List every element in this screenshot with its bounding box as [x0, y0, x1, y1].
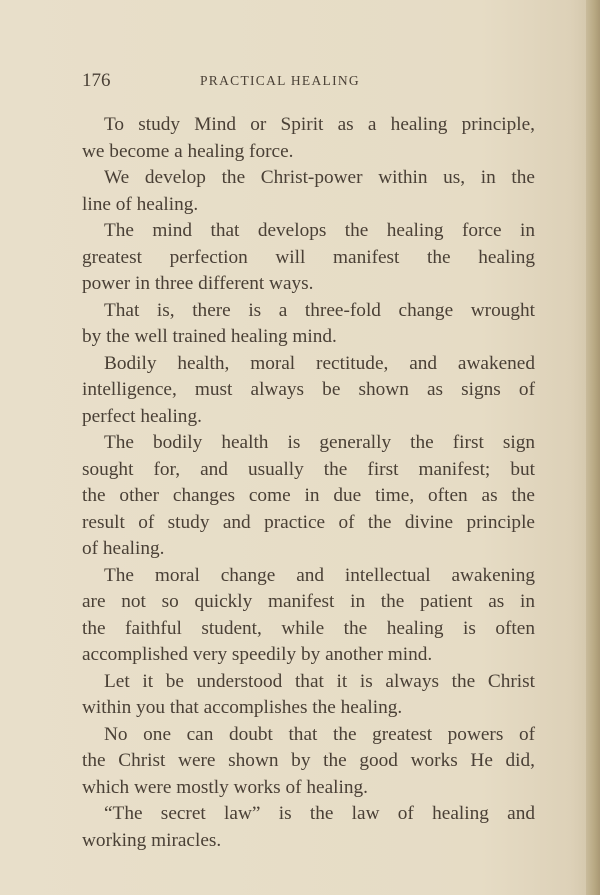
- text-line: the other changes come in due time, often as the: [82, 485, 535, 506]
- page-number: 176: [82, 70, 111, 91]
- paragraph: [82, 112, 535, 165]
- text-line: No one can doubt that the greatest powers of: [104, 723, 535, 745]
- text-line: by the well trained healing mind.: [82, 326, 337, 347]
- running-title: PRACTICAL HEALING: [200, 73, 360, 88]
- text-line: are not so quickly manifest in the patient as in: [82, 591, 535, 612]
- text-line: perfect healing.: [82, 405, 202, 427]
- text-line: Let it be understood that it is always the Christ: [104, 670, 535, 692]
- text-line: “The secret law” is the law of healing and: [104, 803, 535, 824]
- text-line: sought for, and usually the first manifest; but: [82, 458, 535, 480]
- paragraph: [82, 351, 535, 431]
- text-line: The bodily health is generally the first sign: [104, 432, 535, 453]
- page-edge: [586, 0, 600, 895]
- text-line: which were mostly works of healing.: [82, 776, 368, 798]
- text-line: Bodily health, moral rectitude, and awakened: [104, 352, 535, 374]
- text-line: greatest perfection will manifest the healing: [82, 246, 535, 268]
- paragraph: [82, 563, 535, 669]
- text-line: We develop the Christ-power within us, in the: [104, 167, 535, 188]
- text-line: the faithful student, while the healing is often: [82, 617, 535, 639]
- page-body: [82, 112, 535, 854]
- text-line: we become a healing force.: [82, 140, 294, 162]
- text-line: the Christ were shown by the good works He did,: [82, 750, 535, 771]
- text-line: The moral change and intellectual awakening: [104, 564, 535, 586]
- text-line: The mind that develops the healing force in: [104, 220, 535, 241]
- text-line: intelligence, must always be shown as signs of: [82, 379, 535, 400]
- text-line: of healing.: [82, 538, 165, 559]
- paragraph: [82, 722, 535, 802]
- paragraph: [82, 218, 535, 298]
- text-line: To study Mind or Spirit as a healing principle,: [104, 114, 535, 135]
- text-line: line of healing.: [82, 193, 199, 215]
- text-line: working miracles.: [82, 829, 222, 851]
- paragraph: [82, 669, 535, 722]
- text-line: That is, there is a three-fold change wrought: [104, 299, 535, 321]
- paragraph: [82, 165, 535, 218]
- text-line: within you that accomplishes the healing.: [82, 697, 403, 718]
- page-header: [82, 70, 535, 94]
- text-line: power in three different ways.: [82, 273, 314, 294]
- paragraph: [82, 430, 535, 563]
- text-line: result of study and practice of the divine principle: [82, 511, 535, 533]
- text-line: accomplished very speedily by another mind.: [82, 644, 433, 665]
- paragraph: [82, 801, 535, 854]
- paragraph: [82, 298, 535, 351]
